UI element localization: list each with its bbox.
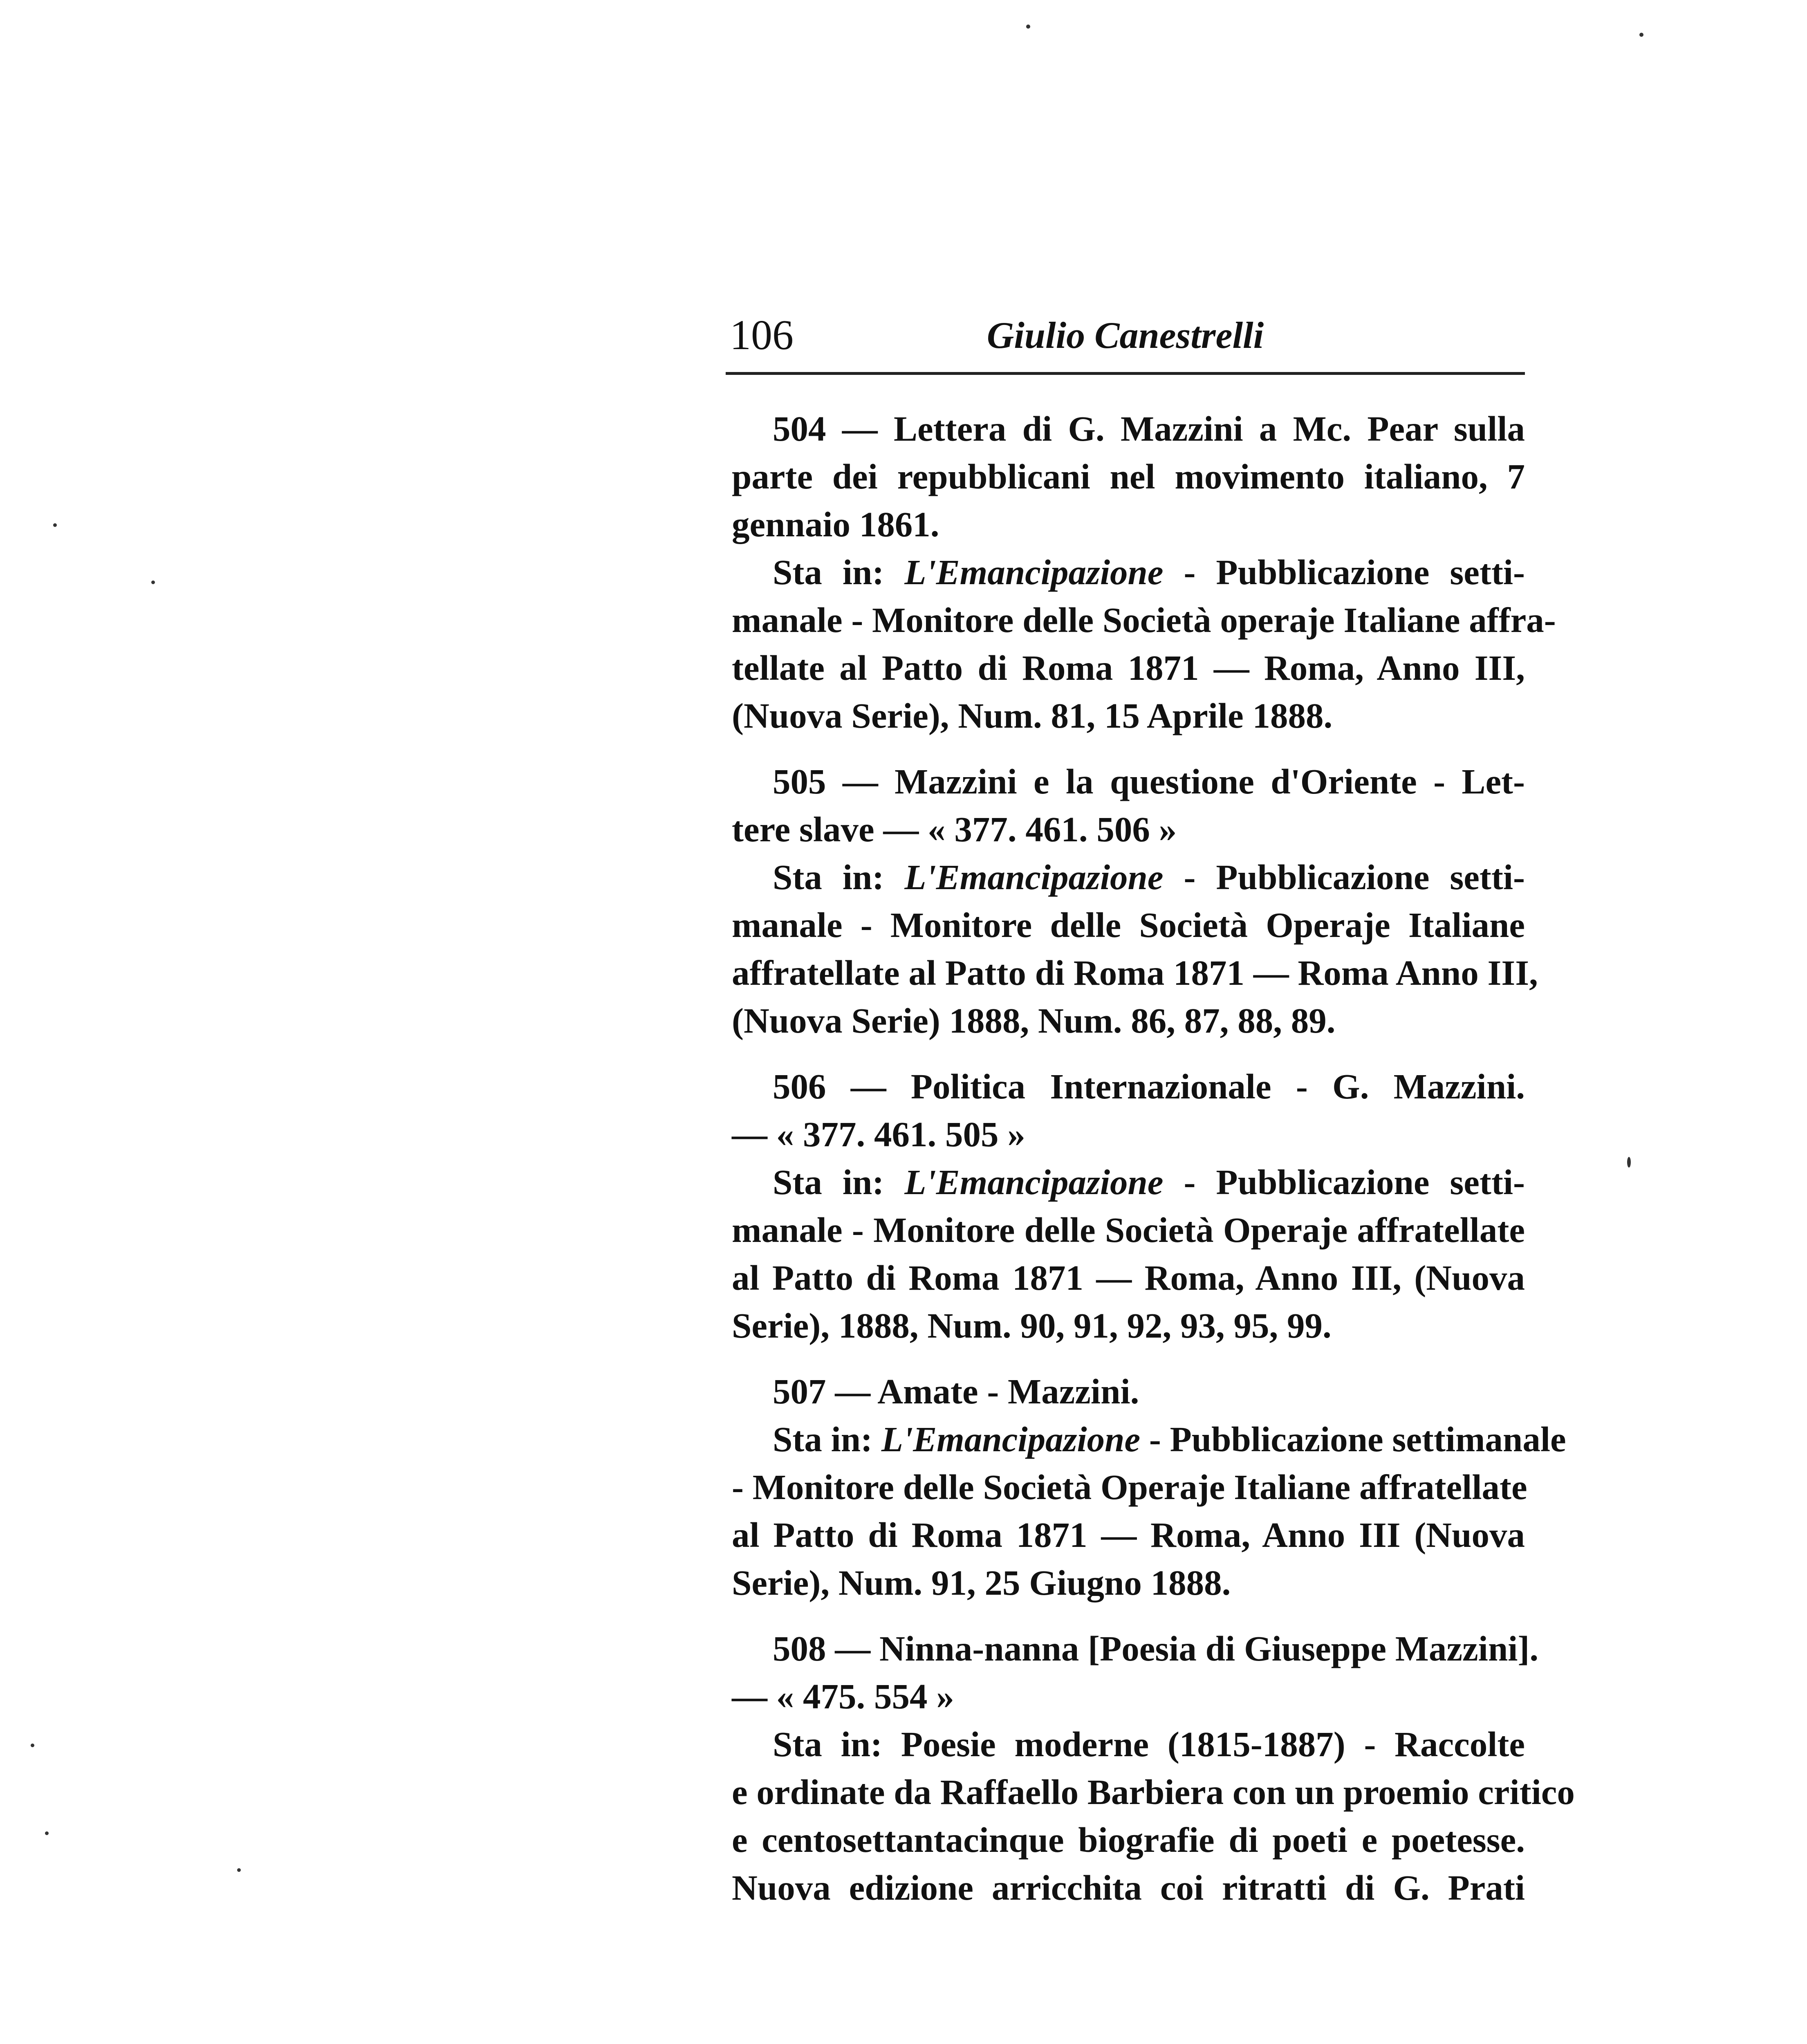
entry-line: — « 377. 461. 505 » xyxy=(732,1114,1025,1154)
periodical-title: L'Emancipazione xyxy=(881,1419,1141,1459)
entry-line: 505 — Mazzini e la questione d'Oriente - Let- xyxy=(773,762,1525,801)
source-line: affratellate al Patto di Roma 1871 — Roma Anno III, xyxy=(732,953,1538,993)
entry-506 xyxy=(732,1062,1525,1349)
source-line: al Patto di Roma 1871 — Roma, Anno III (Nuova xyxy=(732,1515,1525,1555)
source-line: tellate al Patto di Roma 1871 — Roma, Anno III, xyxy=(732,648,1525,688)
scan-speck xyxy=(31,1744,34,1747)
source-line: Sta in: L'Emancipazione - Pubblicazione setti- xyxy=(773,552,1525,592)
page-number: 106 xyxy=(730,312,794,359)
source-line: (Nuova Serie), Num. 81, 15 Aprile 1888. xyxy=(732,696,1333,735)
scan-speck xyxy=(237,1868,241,1872)
entry-line: gennaio 1861. xyxy=(732,504,939,544)
source-line: - Monitore delle Società Operaje Italiane affratellate xyxy=(732,1467,1527,1507)
entry-507 xyxy=(732,1367,1566,1607)
scan-speck xyxy=(1627,1157,1631,1168)
source-line: Nuova edizione arricchita coi ritratti di G. Prati xyxy=(732,1868,1525,1907)
periodical-title: L'Emancipazione xyxy=(904,552,1164,592)
source-line: (Nuova Serie) 1888, Num. 86, 87, 88, 89. xyxy=(732,1001,1336,1040)
source-line: e centosettantacinque biografie di poeti e poetesse. xyxy=(732,1820,1525,1860)
source-line: Serie), Num. 91, 25 Giugno 1888. xyxy=(732,1563,1231,1602)
page-header xyxy=(726,311,1525,375)
scan-speck xyxy=(151,580,155,584)
source-line: Serie), 1888, Num. 90, 91, 92, 93, 95, 99. xyxy=(732,1306,1332,1345)
source-line: manale - Monitore delle Società operaje Italiane affra- xyxy=(732,600,1556,640)
running-title: Giulio Canestrelli xyxy=(986,314,1264,356)
source-line: Sta in: Poesie moderne (1815-1887) - Raccolte xyxy=(773,1724,1525,1764)
source-line: Sta in: L'Emancipazione - Pubblicazione setti- xyxy=(773,857,1525,897)
page-body xyxy=(732,405,1575,1930)
entry-line: 508 — Ninna-nanna [Poesia di Giuseppe Mazzini]. xyxy=(773,1629,1539,1668)
entry-505 xyxy=(732,758,1538,1044)
scan-speck xyxy=(53,523,57,527)
entry-line: parte dei repubblicani nel movimento italiano, 7 xyxy=(732,457,1525,496)
entry-line: 507 — Amate - Mazzini. xyxy=(773,1372,1139,1411)
source-line: manale - Monitore delle Società Operaje affratellate xyxy=(732,1210,1525,1250)
entry-508 xyxy=(732,1625,1575,1912)
scan-speck xyxy=(1639,33,1643,37)
source-line: Sta in: L'Emancipazione - Pubblicazione settimanale xyxy=(773,1419,1566,1459)
scan-speck xyxy=(45,1831,49,1835)
source-line: al Patto di Roma 1871 — Roma, Anno III, (Nuova xyxy=(732,1258,1525,1298)
periodical-title: L'Emancipazione xyxy=(904,1162,1164,1202)
entry-line: 506 — Politica Internazionale - G. Mazzini. xyxy=(773,1067,1525,1106)
scan-speck xyxy=(1026,25,1030,29)
entry-504 xyxy=(732,405,1556,740)
periodical-title: L'Emancipazione xyxy=(904,857,1164,897)
source-line: e ordinate da Raffaello Barbiera con un proemio critico xyxy=(732,1772,1575,1812)
entry-line: 504 — Lettera di G. Mazzini a Mc. Pear sulla xyxy=(773,409,1525,448)
entry-line: tere slave — « 377. 461. 506 » xyxy=(732,809,1177,849)
source-line: Sta in: L'Emancipazione - Pubblicazione setti- xyxy=(773,1162,1525,1202)
source-line: manale - Monitore delle Società Operaje Italiane xyxy=(732,905,1525,945)
entry-line: — « 475. 554 » xyxy=(732,1676,954,1716)
